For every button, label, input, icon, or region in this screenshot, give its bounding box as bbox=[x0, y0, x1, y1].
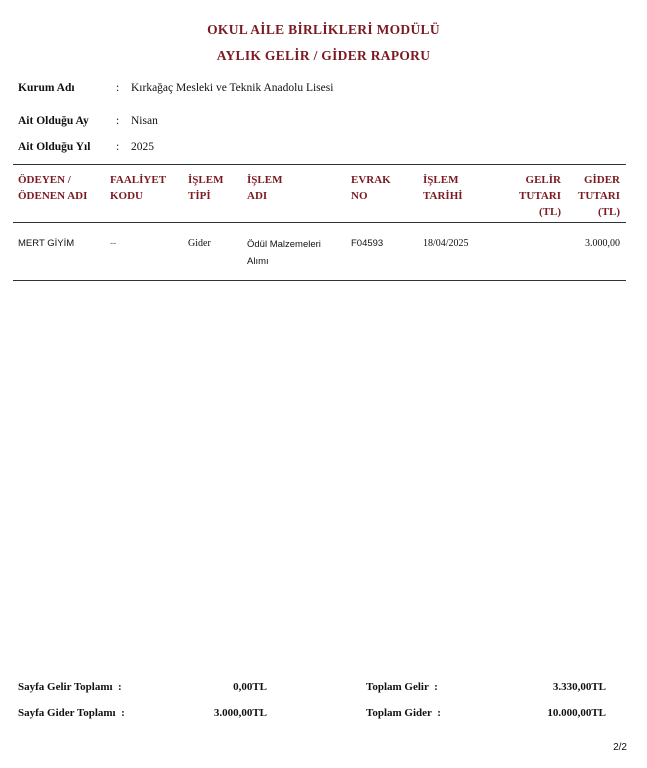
cell-tarih: 18/04/2025 bbox=[423, 238, 469, 249]
toplam-gider-value: 10.000,00TL bbox=[547, 707, 606, 719]
header-tarih-line2: TARİHİ bbox=[423, 190, 463, 202]
table-top-rule bbox=[13, 164, 626, 165]
cell-islem-adi-line2: Alımı bbox=[247, 256, 269, 267]
header-gider-line1: GİDER bbox=[583, 174, 620, 186]
page-number: 2/2 bbox=[613, 742, 627, 753]
header-gelir-line1: GELİR bbox=[525, 174, 561, 186]
sayfa-gelir-label: Sayfa Gelir Toplamı : bbox=[18, 681, 122, 693]
cell-faaliyet: -- bbox=[110, 238, 117, 249]
header-evrak-line2: NO bbox=[351, 190, 368, 202]
header-gider-line2: TUTARI bbox=[578, 190, 620, 202]
header-evrak-line1: EVRAK bbox=[351, 174, 391, 186]
ay-value: Nisan bbox=[131, 115, 158, 127]
header-gelir-line3: (TL) bbox=[539, 206, 561, 218]
table-bottom-rule bbox=[13, 280, 626, 281]
report-subtitle: AYLIK GELİR / GİDER RAPORU bbox=[216, 48, 431, 63]
kurum-value: Kırkağaç Mesleki ve Teknik Anadolu Lisesi bbox=[131, 82, 334, 94]
header-odeyen bbox=[18, 172, 87, 204]
cell-gider: 3.000,00 bbox=[585, 238, 620, 249]
header-gider-line3: (TL) bbox=[598, 206, 620, 218]
sayfa-gider-label: Sayfa Gider Toplamı : bbox=[18, 707, 125, 719]
cell-islem-adi-line1: Ödül Malzemeleri bbox=[247, 239, 321, 250]
report-title: OKUL AİLE BİRLİKLERİ MODÜLÜ bbox=[207, 22, 440, 37]
ay-colon: : bbox=[116, 115, 120, 127]
kurum-label: Kurum Adı bbox=[18, 82, 75, 94]
header-gelir bbox=[500, 172, 561, 220]
header-islem-tipi-line1: İŞLEM bbox=[188, 174, 224, 186]
header-tarih-line1: İŞLEM bbox=[423, 174, 459, 186]
sayfa-gider-value: 3.000,00TL bbox=[213, 707, 267, 719]
header-islem-adi-line1: İŞLEM bbox=[247, 174, 283, 186]
header-islem-tipi bbox=[188, 172, 223, 204]
cell-islem-adi bbox=[247, 236, 321, 270]
header-odeyen-line1: ÖDEYEN / bbox=[18, 174, 71, 186]
header-faaliyet bbox=[110, 172, 166, 204]
header-odeyen-line2: ÖDENEN ADI bbox=[18, 190, 88, 202]
cell-islem-tipi: Gider bbox=[188, 238, 211, 249]
header-bottom-rule bbox=[13, 222, 626, 223]
header-faaliyet-line2: KODU bbox=[110, 190, 143, 202]
toplam-gelir-value: 3.330,00TL bbox=[552, 681, 606, 693]
header-evrak bbox=[351, 172, 391, 204]
header-islem-adi bbox=[247, 172, 282, 204]
header-tarih bbox=[423, 172, 463, 204]
yil-colon: : bbox=[116, 141, 120, 153]
header-gider bbox=[565, 172, 620, 220]
yil-value: 2025 bbox=[131, 141, 154, 153]
yil-label: Ait Olduğu Yıl bbox=[18, 141, 91, 153]
sayfa-gelir-value: 0,00TL bbox=[233, 681, 267, 693]
toplam-gider-label: Toplam Gider : bbox=[366, 707, 441, 719]
cell-odeyen: MERT GİYİM bbox=[18, 238, 75, 249]
ay-label: Ait Olduğu Ay bbox=[18, 115, 89, 127]
kurum-colon: : bbox=[116, 82, 120, 94]
header-gelir-line2: TUTARI bbox=[519, 190, 561, 202]
header-islem-adi-line2: ADI bbox=[247, 190, 268, 202]
header-islem-tipi-line2: TİPİ bbox=[188, 190, 211, 202]
header-faaliyet-line1: FAALİYET bbox=[110, 174, 167, 186]
toplam-gelir-label: Toplam Gelir : bbox=[366, 681, 438, 693]
cell-evrak: F04593 bbox=[351, 238, 384, 249]
